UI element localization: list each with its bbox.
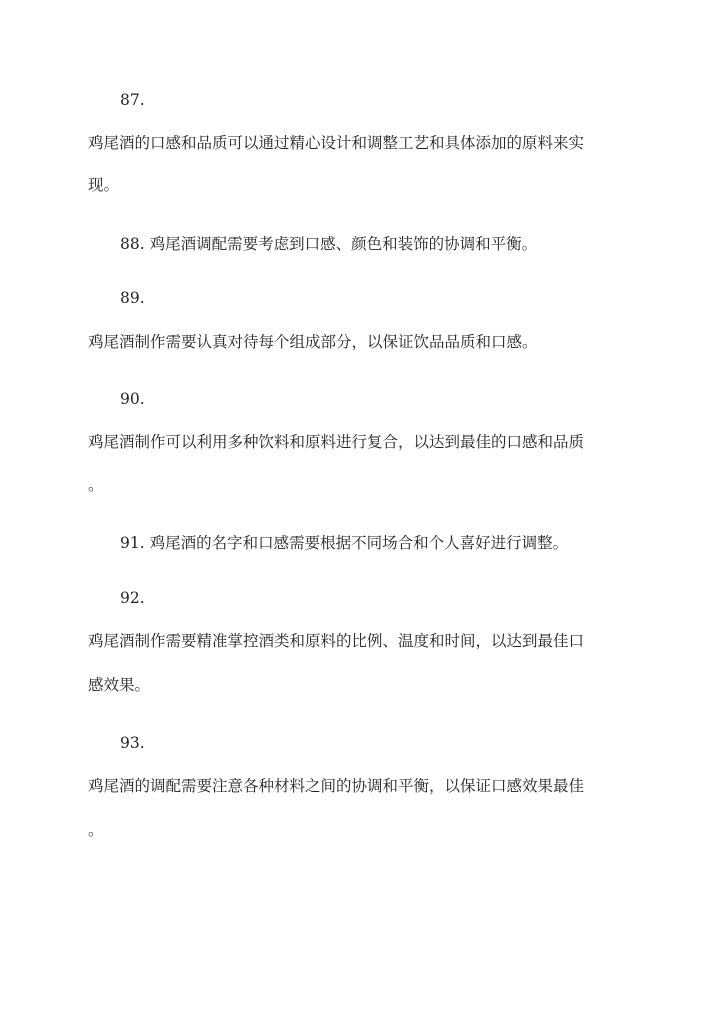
item-text-continuation: 现。: [88, 176, 120, 194]
item-text: 鸡尾酒制作可以利用多种饮料和原料进行复合，以达到最佳的口感和品质: [88, 433, 585, 451]
item-number: 87.: [120, 91, 145, 109]
item-text-continuation: 。: [88, 821, 104, 839]
item-number: 92.: [120, 589, 145, 607]
item-text: 鸡尾酒制作需要认真对待每个组成部分，以保证饮品品质和口感。: [88, 333, 538, 351]
item-number: 93.: [120, 734, 145, 752]
item-text: 鸡尾酒的口感和品质可以通过精心设计和调整工艺和具体添加的原料来实: [88, 134, 585, 152]
item-number: 90.: [120, 390, 145, 408]
item-inline: 88. 鸡尾酒调配需要考虑到口感、颜色和装饰的协调和平衡。: [120, 235, 538, 253]
item-inline: 91. 鸡尾酒的名字和口感需要根据不同场合和个人喜好进行调整。: [120, 534, 569, 552]
item-text: 鸡尾酒制作需要精准掌控酒类和原料的比例、温度和时间，以达到最佳口: [88, 632, 585, 650]
item-number: 89.: [120, 289, 145, 307]
item-text: 鸡尾酒的调配需要注意各种材料之间的协调和平衡，以保证口感效果最佳: [88, 777, 585, 795]
item-text-continuation: 感效果。: [88, 676, 151, 694]
item-text-continuation: 。: [88, 476, 104, 494]
